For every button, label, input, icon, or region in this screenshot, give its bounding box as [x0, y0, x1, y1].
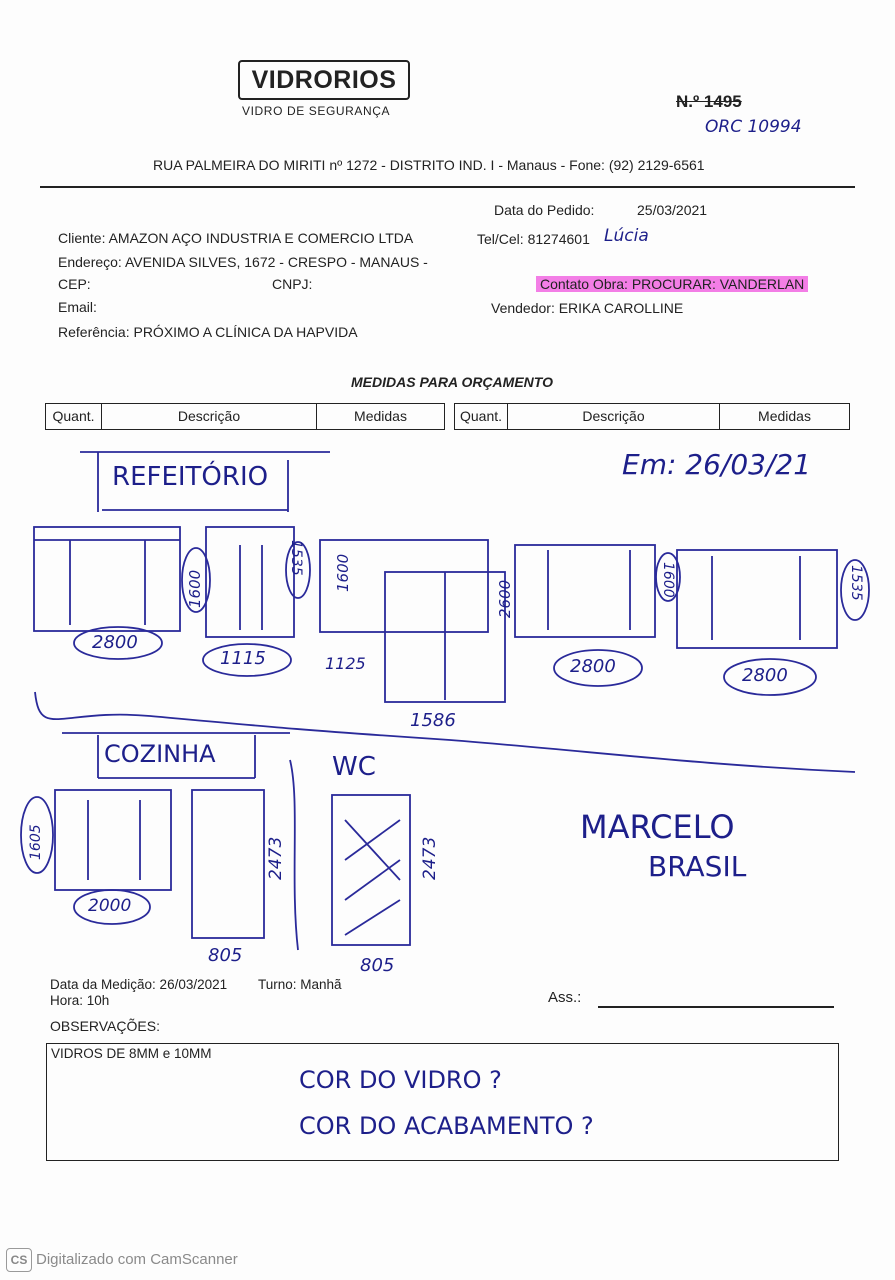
- sketch-stroke: [290, 760, 298, 950]
- dim-label: 1600: [334, 553, 352, 592]
- dim-label: 2800: [92, 632, 138, 653]
- area-label-cozinha: COZINHA: [104, 740, 216, 768]
- camscanner-watermark: Digitalizado com CamScanner: [36, 1251, 238, 1268]
- cep-label: CEP:: [58, 276, 91, 292]
- area-label-refeitorio: REFEITÓRIO: [112, 462, 269, 492]
- brand-name: VIDRORIOS: [251, 66, 397, 94]
- window-frame: [55, 790, 171, 890]
- door-frame: [192, 790, 264, 938]
- email-label: Email:: [58, 299, 97, 315]
- dim-label: 2800: [570, 656, 616, 677]
- sketch-date-note: Em: 26/03/21: [622, 448, 812, 481]
- dim-label: 1535: [288, 540, 304, 576]
- measures-title: MEDIDAS PARA ORÇAMENTO: [351, 374, 553, 390]
- dim-label: 2600: [496, 579, 514, 618]
- reference: Referência: PRÓXIMO A CLÍNICA DA HAPVIDA: [58, 324, 358, 340]
- observations-text: VIDROS DE 8MM e 10MM: [51, 1046, 212, 1061]
- dim-label: 805: [208, 945, 243, 966]
- observation-note-2: COR DO ACABAMENTO ?: [299, 1112, 594, 1140]
- col-description: Descrição: [102, 404, 317, 429]
- col-quant: Quant.: [46, 404, 102, 429]
- dim-label: 1605: [28, 824, 44, 860]
- col-description: Descrição: [508, 404, 720, 429]
- measure-hour: Hora: 10h: [50, 993, 110, 1008]
- dim-label: 2000: [88, 896, 132, 916]
- client-phone: Tel/Cel: 81274601: [477, 231, 590, 247]
- area-label-wc: WC: [332, 752, 376, 782]
- camscanner-icon: CS: [6, 1248, 32, 1272]
- cnpj-label: CNPJ:: [272, 276, 313, 292]
- dim-label: 1586: [410, 710, 456, 731]
- dim-label: 2800: [742, 665, 788, 686]
- client-name: Cliente: AMAZON AÇO INDUSTRIA E COMERCIO LTDA: [58, 230, 414, 246]
- window-frame: [206, 527, 294, 637]
- dim-label: 1600: [660, 562, 676, 598]
- dim-label: 1115: [220, 648, 266, 669]
- dim-label: 1125: [325, 654, 366, 673]
- col-measures: Medidas: [758, 408, 811, 424]
- site-contact: Contato Obra: PROCURAR: VANDERLAN: [536, 276, 808, 292]
- observations-label: OBSERVAÇÕES:: [50, 1018, 160, 1034]
- measure-date: Data da Medição: 26/03/2021: [50, 977, 228, 992]
- dim-label: 1600: [186, 569, 204, 608]
- window-frame: [34, 527, 180, 631]
- phone-note: Lúcia: [604, 226, 649, 246]
- company-address: RUA PALMEIRA DO MIRITI nº 1272 - DISTRITO IND. I - Manaus - Fone: (92) 2129-6561: [153, 157, 705, 173]
- dim-label: 1535: [848, 565, 864, 601]
- seller-name: Vendedor: ERIKA CAROLLINE: [491, 300, 684, 316]
- window-frame: [677, 550, 837, 648]
- dim-label: 2473: [420, 836, 440, 880]
- observation-note-1: COR DO VIDRO ?: [299, 1066, 502, 1094]
- orc-note: ORC 10994: [705, 117, 802, 137]
- measurer-name-2: BRASIL: [648, 850, 747, 883]
- signature-label: Ass.:: [548, 989, 582, 1006]
- window-frame: [515, 545, 655, 637]
- order-date-value: 25/03/2021: [637, 202, 708, 218]
- col-measures: Medidas: [354, 408, 407, 424]
- measure-shift: Turno: Manhã: [258, 977, 342, 992]
- sketch-stroke: [345, 820, 400, 935]
- form-number: N.º 1495: [676, 92, 742, 111]
- dim-label: 2473: [266, 836, 286, 880]
- col-quant: Quant.: [455, 404, 508, 429]
- client-address: Endereço: AVENIDA SILVES, 1672 - CRESPO - MANAUS -: [58, 254, 428, 270]
- signature-line: [598, 1006, 834, 1008]
- door-frame: [332, 795, 410, 945]
- measurer-name-1: MARCELO: [580, 808, 735, 846]
- brand-tagline: VIDRO DE SEGURANÇA: [242, 104, 391, 118]
- observations-box: [46, 1043, 839, 1161]
- dim-label: 805: [360, 955, 395, 976]
- order-date-label: Data do Pedido:: [494, 202, 595, 218]
